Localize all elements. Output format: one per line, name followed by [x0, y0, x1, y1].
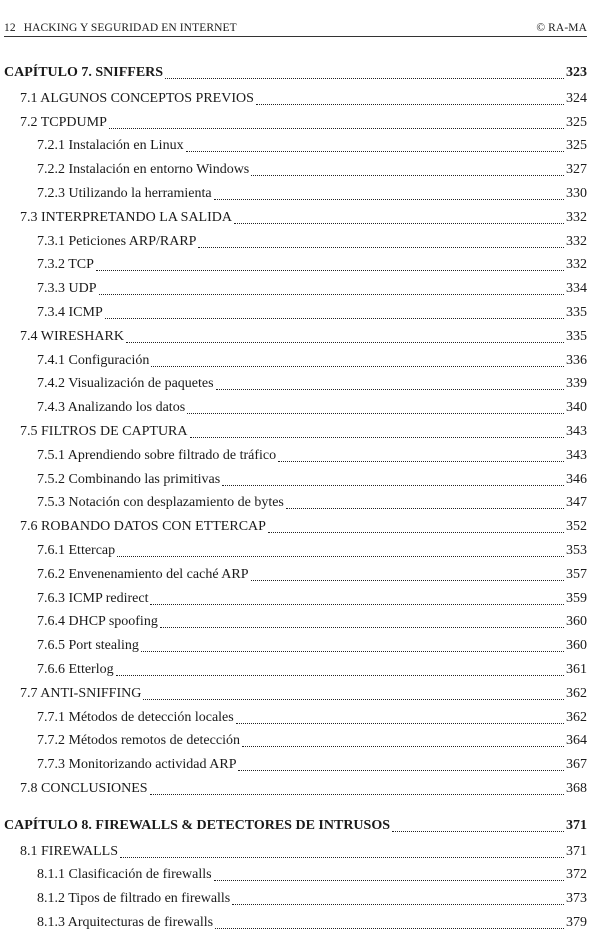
toc-entry-page: 364	[566, 733, 587, 749]
toc-entry-page: 360	[566, 638, 587, 654]
toc-entry	[37, 913, 587, 933]
toc-entry-page: 371	[566, 817, 587, 833]
toc-entry-page: 336	[566, 352, 587, 368]
toc-entry-title: 7.6.6 Etterlog	[37, 662, 114, 677]
book-title: HACKING Y SEGURIDAD EN INTERNET	[23, 22, 237, 34]
toc-entry-title: 7.5.2 Combinando las primitivas	[37, 471, 221, 487]
toc-entry-page: 323	[566, 65, 587, 80]
toc-leader-dots	[238, 756, 564, 771]
toc-entry	[37, 589, 587, 609]
page-number: 12	[4, 22, 16, 34]
toc-leader-dots	[215, 914, 564, 929]
toc-entry-page: 343	[566, 447, 587, 463]
toc-entry-title: 7.8 CONCLUSIONES	[20, 781, 148, 796]
toc-entry-title: 8.1.2 Tipos de filtrado en firewalls	[37, 891, 231, 907]
toc-leader-dots	[141, 637, 564, 652]
toc-entry	[20, 517, 587, 537]
toc-leader-dots	[151, 352, 564, 367]
toc-leader-dots	[232, 890, 564, 905]
toc-entry	[37, 636, 587, 656]
toc-entry-title: 7.4.2 Visualización de paquetes	[37, 376, 214, 392]
toc-entry	[20, 422, 587, 442]
toc-entry-title: 7.7 ANTI-SNIFFING	[20, 685, 142, 701]
toc-entry-page: 372	[566, 867, 587, 883]
toc-entry	[37, 374, 587, 394]
toc-leader-dots	[120, 843, 564, 858]
toc-entry	[37, 889, 587, 909]
toc-entry-page: 339	[566, 376, 587, 392]
toc-entry-page: 362	[566, 685, 587, 701]
toc-entry-page: 379	[566, 915, 587, 930]
toc-leader-dots	[286, 494, 564, 509]
toc-leader-dots	[214, 866, 564, 881]
toc-entry-title: 7.4 WIRESHARK	[20, 328, 124, 344]
toc-entry-page: 332	[566, 209, 587, 225]
toc-entry	[20, 208, 587, 228]
toc-entry	[37, 279, 587, 299]
toc-leader-dots	[187, 399, 564, 414]
toc-entry-title: 7.5.1 Aprendiendo sobre filtrado de tráfico	[37, 447, 277, 463]
toc-leader-dots	[126, 328, 564, 343]
toc-leader-dots	[256, 90, 564, 105]
toc-chapter-entry	[4, 63, 587, 83]
toc-entry	[37, 160, 587, 180]
toc-entry	[37, 398, 587, 418]
toc-entry-title: 7.2.1 Instalación en Linux	[37, 138, 184, 154]
toc-entry-page: 367	[566, 757, 587, 773]
toc-entry-title: 7.5.3 Notación con desplazamiento de bytes	[37, 495, 284, 511]
toc-entry	[20, 89, 587, 109]
toc-entry	[37, 303, 587, 323]
toc-entry-title: 7.6.1 Ettercap	[37, 543, 116, 558]
toc-leader-dots	[190, 423, 564, 438]
toc-entry-page: 334	[566, 281, 587, 297]
toc-entry	[37, 493, 587, 513]
toc-leader-dots	[150, 590, 564, 605]
toc-leader-dots	[143, 685, 564, 700]
toc-leader-dots	[242, 732, 564, 747]
toc-entry	[37, 470, 587, 490]
toc-entry-page: 368	[566, 781, 587, 796]
toc-leader-dots	[251, 566, 565, 581]
toc-entry-title: 7.6.5 Port stealing	[37, 638, 139, 654]
toc-entry-title: 7.7.3 Monitorizando actividad ARP	[37, 757, 237, 773]
toc-entry-title: 7.4.3 Analizando los datos	[37, 400, 186, 416]
toc-leader-dots	[234, 209, 564, 224]
toc-entry-page: 359	[566, 590, 587, 606]
toc-entry	[37, 232, 587, 252]
toc-leader-dots	[99, 280, 564, 295]
toc-entry-page: 332	[566, 233, 587, 249]
toc-entry-title: 7.6.3 ICMP redirect	[37, 590, 149, 606]
toc-entry-page: 335	[566, 305, 587, 320]
toc-entry	[20, 327, 587, 347]
toc-entry	[37, 136, 587, 156]
toc-entry-page: 335	[566, 328, 587, 344]
toc-entry-page: 325	[566, 138, 587, 154]
toc-entry-page: 327	[566, 162, 587, 178]
toc-entry	[37, 612, 587, 632]
toc-entry-title: 7.4.1 Configuración	[37, 352, 150, 368]
toc-entry-page: 360	[566, 614, 587, 630]
toc-entry-page: 330	[566, 186, 587, 201]
toc-entry-page: 373	[566, 891, 587, 907]
toc-entry-title: CAPÍTULO 7. SNIFFERS	[4, 65, 164, 80]
toc-entry-title: 7.2.3 Utilizando la herramienta	[37, 186, 212, 201]
toc-entry	[37, 708, 587, 728]
toc-entry-title: 7.2 TCPDUMP	[20, 114, 107, 130]
toc-entry-page: 357	[566, 566, 587, 582]
toc-entry-title: 7.7.2 Métodos remotos de detección	[37, 733, 240, 749]
toc-entry-page: 371	[566, 843, 587, 859]
toc-entry-page: 362	[566, 709, 587, 725]
toc-entry-title: 7.5 FILTROS DE CAPTURA	[20, 424, 188, 439]
publisher: © RA-MA	[536, 22, 587, 34]
toc-leader-dots	[251, 161, 564, 176]
toc-leader-dots	[160, 613, 564, 628]
header-left	[4, 22, 245, 34]
toc-entry-title: 7.3.4 ICMP	[37, 305, 103, 320]
toc-leader-dots	[236, 709, 564, 724]
toc-entry	[20, 684, 587, 704]
toc-entry-page: 324	[566, 90, 587, 106]
toc-leader-dots	[150, 780, 564, 795]
toc-entry-page: 343	[566, 424, 587, 439]
toc-entry-page: 325	[566, 114, 587, 130]
toc-entry-title: 8.1 FIREWALLS	[20, 843, 118, 859]
toc-entry-title: 7.3.1 Peticiones ARP/RARP	[37, 233, 197, 249]
toc-leader-dots	[392, 817, 564, 832]
toc-entry-page: 361	[566, 662, 587, 677]
toc-entry	[37, 755, 587, 775]
toc-entry-page: 353	[566, 543, 587, 558]
toc-entry	[37, 865, 587, 885]
toc-leader-dots	[96, 256, 564, 271]
running-header	[4, 16, 587, 37]
toc-entry-page: 346	[566, 471, 587, 487]
toc-entry-title: 7.3 INTERPRETANDO LA SALIDA	[20, 209, 232, 225]
toc-chapter-entry	[4, 816, 587, 836]
toc-leader-dots	[105, 304, 564, 319]
toc-entry	[37, 731, 587, 751]
toc-entry-title: 7.2.2 Instalación en entorno Windows	[37, 162, 250, 178]
toc-entry	[20, 779, 587, 799]
toc-leader-dots	[198, 233, 564, 248]
toc-entry	[37, 255, 587, 275]
toc-entry-title: 8.1.3 Arquitecturas de firewalls	[37, 915, 214, 930]
toc-entry	[37, 541, 587, 561]
toc-leader-dots	[109, 114, 564, 129]
toc-entry-page: 332	[566, 257, 587, 273]
toc-leader-dots	[222, 471, 564, 486]
toc-entry-title: 7.3.3 UDP	[37, 281, 97, 297]
toc-entry	[37, 184, 587, 204]
toc-entry-title: 7.6.2 Envenenamiento del caché ARP	[37, 566, 249, 582]
toc-entry-title: 7.7.1 Métodos de detección locales	[37, 709, 234, 725]
toc-entry-title: CAPÍTULO 8. FIREWALLS & DETECTORES DE INTRUSOS	[4, 817, 390, 833]
toc-entry-title: 7.1 ALGUNOS CONCEPTOS PREVIOS	[20, 90, 254, 106]
toc-entry	[37, 660, 587, 680]
toc-entry-title: 7.6.4 DHCP spoofing	[37, 614, 158, 630]
toc-entry	[37, 446, 587, 466]
toc-entry	[20, 113, 587, 133]
toc-leader-dots	[216, 375, 564, 390]
toc-leader-dots	[117, 542, 564, 557]
toc-entry	[37, 565, 587, 585]
toc-leader-dots	[165, 64, 564, 79]
toc-entry-page: 347	[566, 495, 587, 511]
toc-entry-title: 7.3.2 TCP	[37, 257, 94, 273]
toc-entry-title: 8.1.1 Clasificación de firewalls	[37, 867, 212, 883]
toc-leader-dots	[186, 137, 564, 152]
toc-entry-page: 352	[566, 519, 587, 535]
toc-leader-dots	[268, 518, 564, 533]
toc-leader-dots	[278, 447, 564, 462]
toc-entry-title: 7.6 ROBANDO DATOS CON ETTERCAP	[20, 519, 266, 535]
toc-entry	[20, 842, 587, 862]
toc-leader-dots	[214, 185, 564, 200]
toc-entry	[37, 351, 587, 371]
toc-entry-page: 340	[566, 400, 587, 416]
toc-leader-dots	[116, 661, 564, 676]
